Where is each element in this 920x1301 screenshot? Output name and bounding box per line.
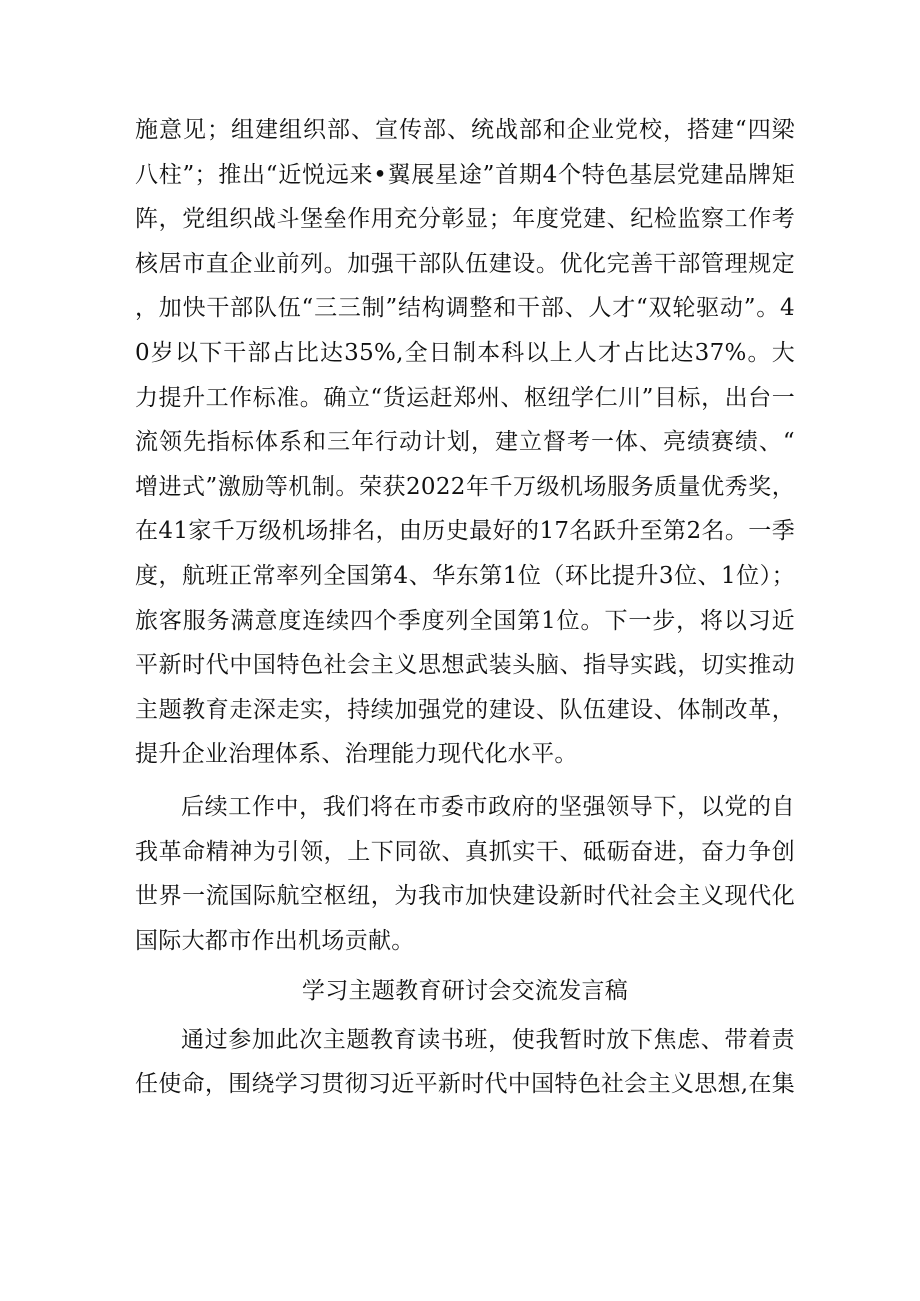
section-title: 学习主题教育研讨会交流发言稿 (301, 978, 629, 1005)
body-paragraph-opening: 通过参加此次主题教育读书班，使我暂时放下焦虑、带着责任使命，围绕学习贯彻习近平新时代中国特色社会主义思想,在集 (135, 1026, 796, 1098)
body-paragraph-continued: 施意见；组建组织部、宣传部、统战部和企业党校，搭建“四梁八柱”；推出“近悦远来•翼展星途”首期4个特色基层党建品牌矩阵，党组织战斗堡垒作用充分彰显；年度党建、纪检监察工作考核居市直企业前列。加强干部队伍建设。优化完善干部管理规定，加快干部队伍“三三制”结构调整和干部、人才“双轮驱动”。40岁以下干部占比达35%,全日制本科以上人才占比达37%。大力提升工作标准。确立“货运赶郑州、枢纽学仁川”目标，出台一流领先指标体系和三年行动计划，建立督考一体、亮绩赛绩、“增进式”激励等机制。荣获2022年千万级机场服务质量优秀奖，在41家千万级机场排名，由历史最好的17名跃升至第2名。一季度，航班正常率列全国第4、华东第1位（环比提升3位、1位）；旅客服务满意度连续四个季度列全国第1位。下一步，将以习近平新时代中国特色社会主义思想武装头脑、指导实践，切实推动主题教育走深走实，持续加强党的建设、队伍建设、体制改革，提升企业治理体系、治理能力现代化水平。 (135, 117, 795, 768)
document-body (135, 108, 795, 1107)
body-paragraph-conclusion: 后续工作中，我们将在市委市政府的坚强领导下，以党的自我革命精神为引领，上下同欲、真抓实干、砥砺奋进，奋力争创世界一流国际航空枢纽，为我市加快建设新时代社会主义现代化国际大都市作出机场贡献。 (135, 793, 795, 954)
